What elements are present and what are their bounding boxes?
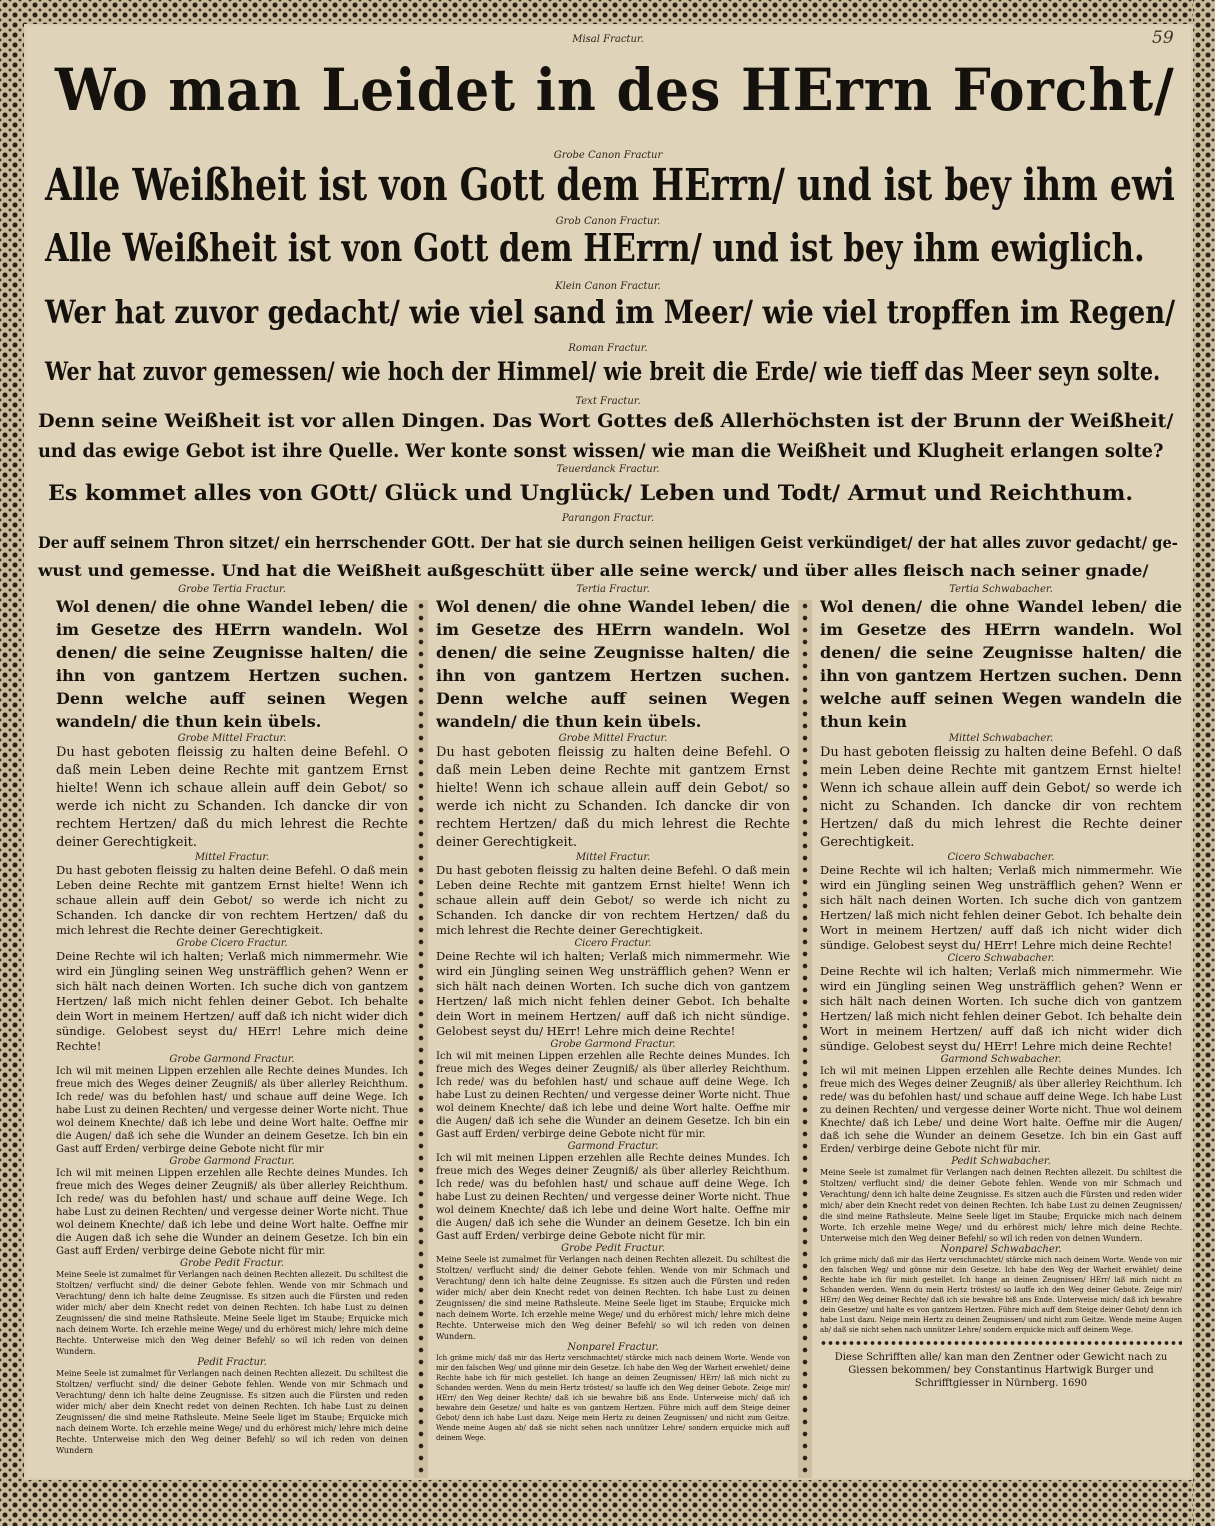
block-label: Tertia Schwabacher. [949,584,1053,595]
block-label: Cicero Fractur. [574,938,652,949]
block-label: Mittel Fractur. [575,852,651,863]
block-label: Mittel Fractur. [194,852,270,863]
specimen-block: Du hast geboten fleissig zu halten deine Befehl. O daß mein Leben deine Rechte mit gantzem Ernst hielte! Wenn ich schaue allein auff dein Gebot/ so werde ich nicht zu Schanden. Ich dancke dir von rechtem Hertzen/ daß du mich lehrest die Rechte deiner Gerechtigkeit. [436,745,790,850]
ornament-separator [820,1339,1182,1347]
headline-label: Grobe Canon Fractur [553,150,663,161]
block-label: Garmond Fractur. [567,1141,659,1152]
block-label: Garmond Schwabacher. [940,1054,1062,1065]
ornamental-border-top [0,0,1215,24]
headline-parangon-line-2: wust und gemesse. Und hat die Weißheit außgeschütt über alle seine werck/ und über alles fleisch nach seiner gnade/ [38,561,1149,580]
specimen-block: Wol denen/ die ohne Wandel leben/ die im Gesetze des HErrn wandeln. Wol denen/ die seine Zeugnisse halten/ die ihn von gantzem Hertzen suchen. Denn welche auff seinen Wegen wandeln/ die thun kein übels. [436,597,790,731]
specimen-block: Ich gräme mich/ daß mir das Hertz verschmachtet/ stärcke mich nach deinem Worte. Wende von mir den falschen Weg/ und gönne mir dein Gesetze. Ich habe den Weg der Warheit erwehlet/ deine Rechte habe ich für mich gestellet. Ich hange an deinen Zeugnissen/ HErr/ laß mich nicht zu Schanden werden. Wenn du mein Hertz tröstest/ so lauffe ich den Weg deiner Gebote. Zeige mir/ HErr/ den Weg deiner Rechte/ daß ich sie bewahre biß ans Ende. Unterweise mich/ daß ich bewahre dein Gesetze/ und halte es von gantzem Hertzen. Führe mich auff dem Steige deiner Gebot/ denn ich habe Lust dazu. Neige mein Hertz zu deinen Zeugnissen/ und nicht zum Geitze. Wende meine Augen ab/ daß sie nicht sehen nach unnützer Lehre/ sondern erquicke mich auff deinem Wege. [436,1354,790,1442]
headline-misal: Wo man Leidet in des HErrn Forcht/ [55,56,1175,124]
headline-grobe-canon: Alle Weißheit ist von Gott dem HErrn/ und ist bey ihm ewi [45,160,1175,211]
specimen-block: Du hast geboten fleissig zu halten deine Befehl. O daß mein Leben deine Rechte mit gantzem Ernst hielte! Wenn ich schaue allein auff dein Gebot/ so werde ich nicht zu Schanden. Ich dancke dir von rechtem Hertzen/ daß du mich lehrest die Rechte deiner Gerechtigkeit. [56,745,408,850]
block-label: Grobe Mittel Fractur. [177,733,287,744]
specimen-block: Meine Seele ist zumalmet für Verlangen nach deinen Rechten allezeit. Du schiltest die Stoltzen/ verflucht sind/ die deiner Gebote fehlen. Wende von mir Schmach und Verachtung/ denn ich halte deine Zeugnisse. Es sitzen auch die Fürsten und reden wider mich/ aber dein Knecht redet von deinen Rechten. Ich habe Lust zu deinen Zeugnissen/ die sind meine Rathsleute. Meine Seele liget im Staube; Erquicke mich nach deinem Worte. Ich erzehle meine Wege/ und du erhörest mich/ lehre mich deine Rechte. Unterweise mich den Weg deiner Befehl/ so wil ich reden von deinen Wundern. [820,1168,1182,1243]
specimen-block: Meine Seele ist zumalmet für Verlangen nach deinen Rechten allezeit. Du schiltest die Stoltzen/ verflucht sind/ die deiner Gebote fehlen. Wende von mir Schmach und Verachtung/ denn ich halte deine Zeugnisse. Es sitzen auch die Fürsten und reden wider mich/ aber dein Knecht redet von deinen Rechten. Ich habe Lust zu deinen Zeugnissen/ die sind meine Rathsleute. Meine Seele liget im Staube; Erquicke mich nach deinem Worte. Ich erzehle meine Wege/ und du erhörest mich/ lehre mich deine Rechte. Unterweise mich den Weg deiner Befehl/ so wil ich reden von deinen Wundern. [436,1255,790,1341]
specimen-block: Deine Rechte wil ich halten; Verlaß mich nimmermehr. Wie wird ein Jüngling seinen Weg unsträfflich gehen? Wenn er sich hält nach deinen Worten. Ich suche dich von gantzem Hertzen/ laß mich nicht fehlen deiner Gebot. Ich behalte dein Wort in meinem Hertzen/ auff daß ich nicht sündige. Gelobest seyst du/ HErr! Lehre mich deine Rechte! [436,949,790,1038]
headline-label: Klein Canon Fractur. [555,281,661,292]
block-label: Cicero Schwabacher. [947,852,1055,863]
block-label: Nonparel Schwabacher. [940,1244,1062,1255]
specimen-block: Ich wil mit meinen Lippen erzehlen alle Rechte deines Mundes. Ich freue mich des Weges deiner Zeugniß/ als über allerley Reichthum. Ich rede/ was du befohlen hast/ und schaue auff deine Wege. Ich habe Lust zu deinen Rechten/ und vergesse deiner Worte nicht. Thue wol deinem Knechte/ daß ich lebe und deine Wort halte. Oeffne mir die Augen/ daß ich sehe die Wunder an deinem Gesetze. Ich bin ein Gast auff Erden/ verbirge deine Gebote nicht für mir. [436,1153,790,1242]
block-label: Pedit Schwabacher. [951,1156,1051,1167]
block-label: Grobe Garmond Fractur. [169,1054,295,1065]
block-label: Grobe Pedit Fractur. [180,1258,284,1269]
specimen-block: Du hast geboten fleissig zu halten deine Befehl. O daß mein Leben deine Rechte mit gantzem Ernst hielte! Wenn ich schaue allein auff dein Gebot/ so werde ich nicht zu Schanden. Ich dancke dir von rechtem Hertzen/ daß du mich lehrest die Rechte deiner Gerechtigkeit. [436,863,790,937]
specimen-block: Meine Seele ist zumalmet für Verlangen nach deinen Rechten allezeit. Du schiltest die Stoltzen/ verflucht sind/ die deiner Gebote fehlen. Wende von mir Schmach und Verachtung/ denn ich halte deine Zeugnisse. Es sitzen auch die Fürsten und reden wider mich/ aber dein Knecht redet von deinen Rechten. Ich habe Lust zu deinen Zeugnissen/ die sind meine Rathsleute. Meine Seele liget im Staube; Erquicke mich nach deinem Worte. Ich erzehle meine Wege/ und du erhörest mich/ lehre mich deine Rechte. Unterweise mich den Weg deiner Befehl/ so wil ich reden von deinen Wundern [56,1369,408,1455]
column-3 [820,584,1182,1474]
column-1 [56,584,408,1474]
headline-label: Teuerdanck Fractur. [556,464,660,475]
headline-label: Text Fractur. [575,396,641,407]
headline-parangon-line-1: Der auff seinem Thron sitzet/ ein herrschender GOtt. Der hat sie durch seinen heiligen Geist verkündiget/ der hat alles zuvor gedacht/ ge- [38,533,1178,552]
specimen-block: Du hast geboten fleissig zu halten deine Befehl. O daß mein Leben deine Rechte mit gantzem Ernst hielte! Wenn ich schaue allein auff dein Gebot/ so werde ich nicht zu Schanden. Ich dancke dir von rechtem Hertzen/ daß du mich lehrest die Rechte deiner Gerechtigkeit. [820,745,1182,850]
block-label: Grobe Garmond Fractur. [169,1156,295,1167]
specimen-block: Wol denen/ die ohne Wandel leben/ die im Gesetze des HErrn wandeln. Wol denen/ die seine Zeugnisse halten/ die ihn von gantzem Hertzen suchen. Denn welche auff seinen Wegen wandeln die thun kein [820,597,1182,731]
ornamental-border-left [0,0,24,1526]
block-label: Grobe Cicero Fractur. [176,938,288,949]
specimen-block: Deine Rechte wil ich halten; Verlaß mich nimmermehr. Wie wird ein Jüngling seinen Weg unsträfflich gehen? Wenn er sich hält nach deinen Worten. Ich suche dich von gantzem Hertzen/ laß mich nicht fehlen deiner Gebot. Ich behalte dein Wort in meinem Hertzen/ auff daß ich nicht wider dich sündige. Gelobest seyst du/ HErr! Lehre mich deine Rechte! [820,964,1182,1053]
block-label: Pedit Fractur. [197,1357,267,1368]
block-label: Tertia Fractur. [576,584,650,595]
specimen-block: Wol denen/ die ohne Wandel leben/ die im Gesetze des HErrn wandeln. Wol denen/ die seine Zeugnisse halten/ die ihn von gantzem Hertzen suchen. Denn welche auff seinen Wegen wandeln/ die thun kein übels. [56,597,408,731]
block-label: Nonparel Fractur. [567,1342,659,1353]
column-2 [436,584,790,1474]
specimen-block: Deine Rechte wil ich halten; Verlaß mich nimmermehr. Wie wird ein Jüngling seinen Weg unsträfflich gehen? Wenn er sich hält nach deinen Worten. Ich suche dich von gantzem Hertzen/ laß mich nicht fehlen deiner Gebot. Ich behalte dein Wort in meinem Hertzen/ auff daß ich nicht wider dich sündige. Gelobest seyst du/ HErr! Lehre mich deine Rechte! [820,863,1182,952]
headline-label: Misal Fractur. [572,34,644,45]
specimen-block: Ich wil mit meinen Lippen erzehlen alle Rechte deines Mundes. Ich freue mich des Weges deiner Zeugniß/ als über allerley Reichthum. Ich rede/ was du befohlen hast/ und schaue auff deine Wege. Ich habe Lust zu deinen Rechten/ und vergesse deiner Worte nicht. Thue wol deinem Knechte/ daß ich lebe und deine Wort halte. Oeffne mir die Augen/ daß ich sehe die Wunder an deinem Gesetze. Ich bin ein Gast auff Erden/ verbirge deine Gebote nicht für mir [56,1066,408,1155]
printer-imprint: Diese Schrifften alle/ kan man den Zentner oder Gewicht nach zu Giessen bekommen/ bey Constantinus Hartwigk Burger und Schrifftgiesser in Nürnberg. 1690 [834,1352,1168,1389]
block-label: Cicero Schwabacher. [947,953,1055,964]
specimen-block: Deine Rechte wil ich halten; Verlaß mich nimmermehr. Wie wird ein Jüngling seinen Weg unsträfflich gehen? Wenn er sich hält nach deinen Worten. Ich suche dich von gantzem Hertzen/ laß mich nicht fehlen deiner Gebot. Ich behalte dein Wort in meinem Hertzen/ auff daß ich nicht wider dich sündige. Gelobest seyst du/ HErr! Lehre mich deine Rechte! [56,949,408,1053]
block-label: Grobe Pedit Fractur. [561,1243,665,1254]
column-divider [798,600,812,1478]
sheet-number: 59 [1152,28,1174,48]
headline-text-line-1: Denn seine Weißheit ist vor allen Dingen. Das Wort Gottes deß Allerhöchsten ist der Brunn der Weißheit/ [38,410,1174,432]
headline-label: Roman Fractur. [568,343,648,354]
block-label: Mittel Schwabacher. [948,733,1054,744]
block-label: Grobe Tertia Fractur. [178,584,286,595]
headline-klein-canon: Wer hat zuvor gedacht/ wie viel sand im Meer/ wie viel tropffen im Regen/ [45,293,1176,331]
ornamental-border-right [1193,0,1215,1526]
headline-roman: Wer hat zuvor gemessen/ wie hoch der Himmel/ wie breit die Erde/ wie tieff das Meer seyn solte. [45,357,1161,386]
specimen-block: Ich wil mit meinen Lippen erzehlen alle Rechte deines Mundes. Ich freue mich des Weges deiner Zeugniß/ als über allerley Reichthum. Ich rede/ was du befohlen hast/ und schaue auff deine Wege. Ich habe Lust zu deinen Rechten/ und vergesse deiner Worte nicht. Thue wol deinem Knechte/ daß ich lebe und deine Wort halte. Oeffne mir die Augen daß ich sehe die Wunder an deinem Gesetze. Ich bin ein Gast auff Erden/ verbirge deine Gebote nicht für mir. [56,1168,408,1257]
specimen-block: Ich wil mit meinen Lippen erzehlen alle Rechte deines Mundes. Ich freue mich des Weges deiner Zeugniß/ als über allerley Reichthum. Ich rede/ was du befohlen hast/ und schaue auff deine Wege. Ich habe Lust zu deinen Rechten/ und vergesse deiner Worte nicht. Thue wol deinem Knechte/ daß ich lebe und deine Wort halte. Oeffne mir die Augen/ daß ich sehe die Wunder an deinem Gesetze. Ich bin ein Gast auff Erden/ verbirge deine Gebote nicht für mir. [436,1051,790,1140]
block-label: Grobe Mittel Fractur. [558,733,668,744]
ornamental-border-bottom [0,1480,1215,1526]
specimen-block: Du hast geboten fleissig zu halten deine Befehl. O daß mein Leben deine Rechte mit gantzem Ernst hielte! Wenn ich schaue allein auff dein Gebot/ so werde ich nicht zu Schanden. Ich dancke dir von rechtem Hertzen/ daß du mich lehrest die Rechte deiner Gerechtigkeit. [56,863,408,937]
column-divider [414,600,428,1478]
headline-grob-canon: Alle Weißheit ist von Gott dem HErrn/ und ist bey ihm ewiglich. [45,225,1145,270]
headline-text-line-2: und das ewige Gebot ist ihre Quelle. Wer konte sonst wissen/ wie man die Weißheit und Klugheit erlangen solte? [38,440,1164,462]
headline-label: Grob Canon Fractur. [555,216,661,227]
specimen-block: Ich wil mit meinen Lippen erzehlen alle Rechte deines Mundes. Ich freue mich des Weges deiner Zeugniß/ als über allerley Reichthum. Ich rede/ was du befohlen hast/ und schaue auff deine Wege. Ich habe Lust zu deinen Rechten/ und vergesse deiner Worte nicht. Thue wol deinem Knechte/ daß ich Lebe/ und deine Wort halte. Oeffne mir die Augen/ daß ich sehe die Wunder an deinem Gesetze. Ich bin ein Gast auff Erden/ verbirge deine Gebote nicht für mir. [820,1066,1182,1155]
specimen-block: Ich gräme mich/ daß mir das Hertz verschmachtet/ stärcke mich nach deinem Worte. Wende von mir den falschen Weg/ und gönne mir dein Gesetze. Ich habe den Weg der Warheit erwählet/ deine Rechte habe ich für mich gestellet. Ich hange an deinen Zeugnissen/ HErr/ laß mich nicht zu Schanden werden. Wenn du mein Hertz tröstest/ so lauffe ich den Weg deiner Gebote. Zeige mir/ HErr/ den Weg deiner Rechte/ daß ich sie bewahre biß ans Ende. Unterweise mich/ daß ich bewahre dein Gesetze/ und halte es von gantzem Hertzen. Führe mich auff dem Steige deiner Gebot/ denn ich habe Lust dazu. Neige mein Hertz zu deinen Zeugnissen/ und nicht zum Geitze. Wende meine Augen ab/ daß sie nicht sehen nach unnützer Lehre/ sondern erquicke mich auff deinem Wege. [820,1256,1182,1334]
headline-teuerdanck: Es kommet alles von GOtt/ Glück und Unglück/ Leben und Todt/ Armut und Reichthum. [48,480,1134,505]
block-label: Grobe Garmond Fractur. [550,1039,676,1050]
specimen-block: Meine Seele ist zumalmet für Verlangen nach deinen Rechten allezeit. Du schiltest die Stoltzen/ verflucht sind/ die deiner Gebote fehlen. Wende von mir Schmach und Verachtung/ denn ich halte deine Zeugnisse. Es sitzen auch die Fürsten und reden wider mich/ aber dein Knecht redet von deinen Rechten. Ich habe Lust zu deinen Zeugnissen/ die sind meine Rathsleute. Meine Seele liget im Staube; Erquicke mich nach deinem Worte. Ich erzehle meine Wege/ und du erhörest mich/ lehre mich deine Rechte. Unterweise mich den Weg deiner Befehl/ so wil ich reden von deinen Wundern. [56,1270,408,1356]
headline-label: Parangon Fractur. [561,513,655,524]
